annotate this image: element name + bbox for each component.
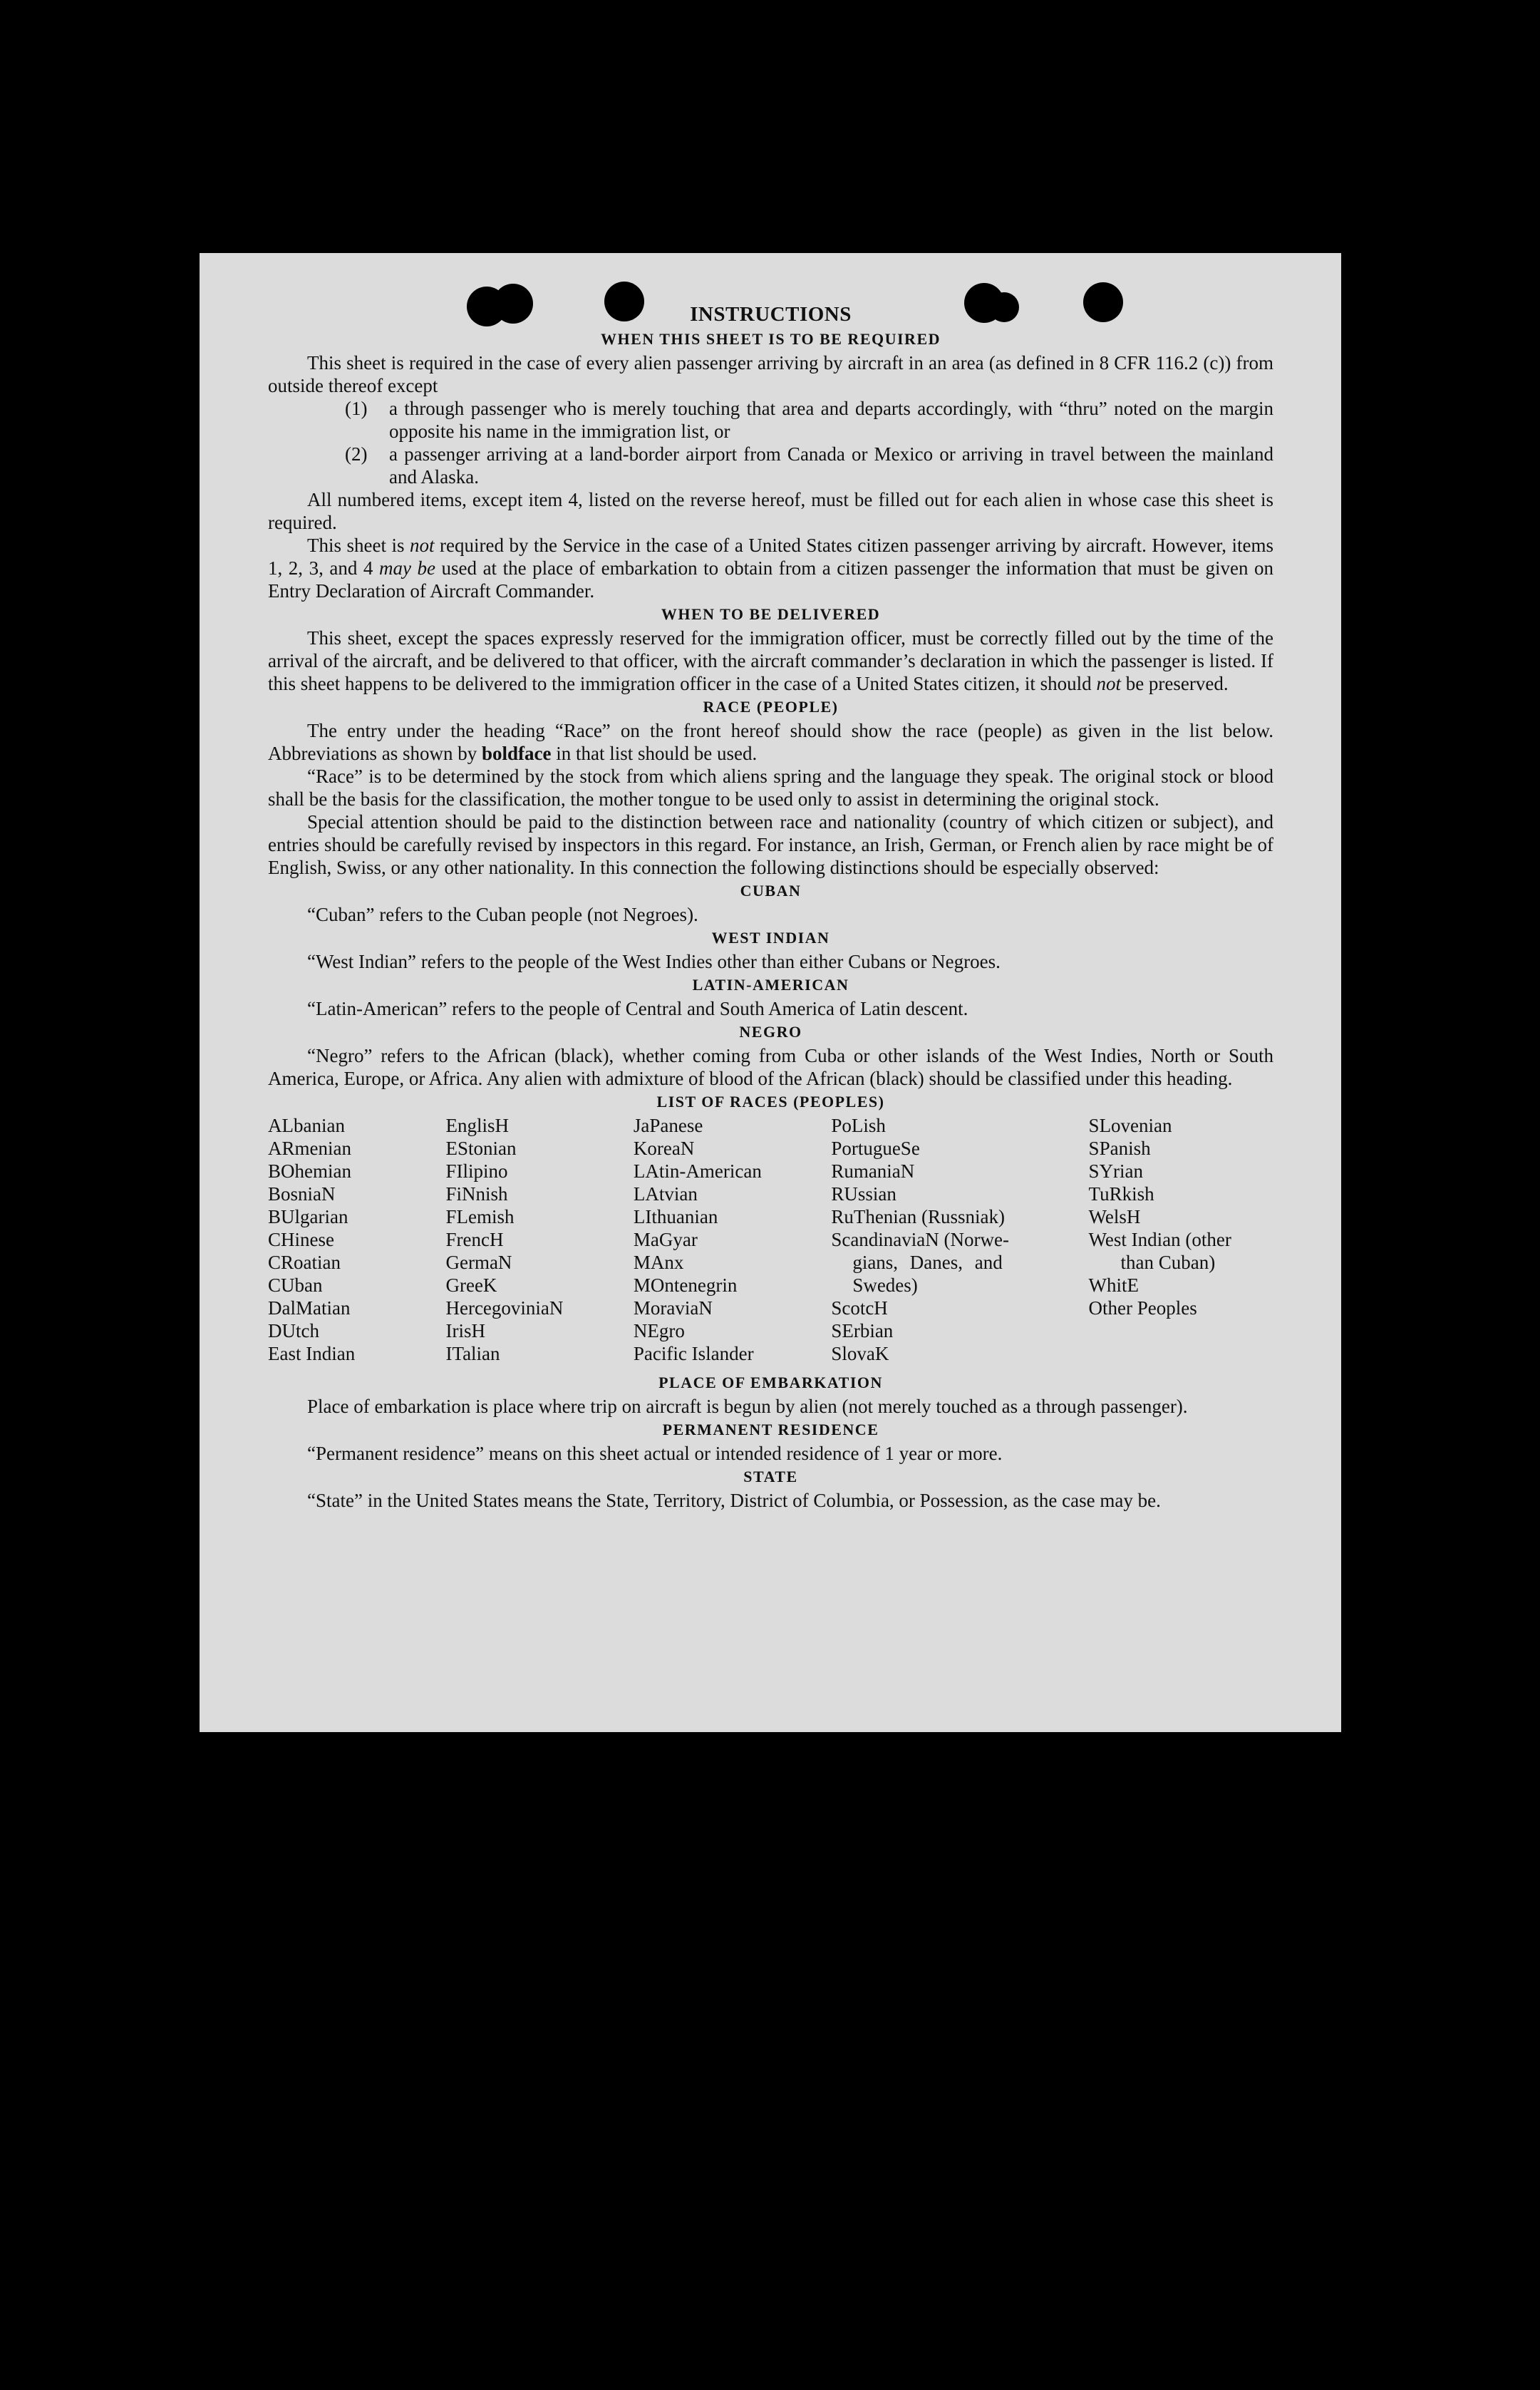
state-text: “State” in the United States means the State, Territory, District of Columbia, or Possession, as the case may be. xyxy=(307,1490,1161,1511)
race-paragraph: Special attention should be paid to the distinction between race and nationality (country of which citizen or subject), and entries should be carefully revised by inspectors in this regard. For instance, an Irish, German, or French alien by race might be of English, Swiss, or any other nationality. In this connection the following distinctions should be especially observed: xyxy=(268,811,1273,878)
race-entry: LAtvian xyxy=(633,1183,698,1205)
exception-text: a through passenger who is merely touching that area and departs accordingly, with “thru” noted on the margin opposite his name in the immigration list, or xyxy=(389,398,1273,442)
race-entry: SlovaK xyxy=(831,1343,889,1364)
race-entry: PortugueSe xyxy=(831,1138,920,1159)
citizen-paragraph: This sheet is not required by the Service in the case of a United States citizen passenger arriving by aircraft. However, items 1, 2, 3, and 4 may be used at the place of embarkation to obtain from a citizen passenger the information that must be given on Entry Declaration of Aircraft Commander. xyxy=(268,535,1273,602)
race-entry: EnglisH xyxy=(445,1115,509,1136)
race-entry: EStonian xyxy=(445,1138,517,1159)
exception-text: a passenger arriving at a land-border airport from Canada or Mexico or arriving in travel between the mainland and Alaska. xyxy=(389,443,1273,488)
race-entry: PoLish xyxy=(831,1115,886,1136)
race-entry: GermaN xyxy=(445,1252,512,1273)
race-entry: GreeK xyxy=(445,1274,497,1296)
race-entry: CHinese xyxy=(268,1229,334,1250)
race-entry: ALbanian xyxy=(268,1115,345,1136)
numbered-items-paragraph: All numbered items, except item 4, listed on the reverse hereof, must be filled out for each alien in whose case this sheet is required. xyxy=(268,489,1273,533)
race-entry: TuRkish xyxy=(1088,1183,1154,1205)
races-list-heading: LIST OF RACES (PEOPLES) xyxy=(656,1093,885,1111)
race-entry: NEgro xyxy=(633,1320,685,1341)
race-entry: MaGyar xyxy=(633,1229,698,1250)
exception-number: (2) xyxy=(345,443,368,465)
race-entry: MoraviaN xyxy=(633,1297,713,1319)
race-entry: BOhemian xyxy=(268,1160,351,1182)
race-entry: SLovenian xyxy=(1088,1115,1172,1136)
race-entry: West Indian (other xyxy=(1088,1229,1231,1250)
latin-american-heading: LATIN-AMERICAN xyxy=(692,976,849,994)
state-heading: STATE xyxy=(743,1468,798,1485)
embarkation-text: Place of embarkation is place where trip on aircraft is begun by alien (not merely touched as a through passenger). xyxy=(307,1396,1188,1417)
instruction-sheet xyxy=(200,253,1341,1732)
punch-hole xyxy=(1083,282,1123,322)
race-entry: MAnx xyxy=(633,1252,684,1273)
race-entry: FLemish xyxy=(445,1206,515,1227)
race-entry: DalMatian xyxy=(268,1297,351,1319)
race-entry: East Indian xyxy=(268,1343,356,1364)
page-title: INSTRUCTIONS xyxy=(690,303,852,326)
when-delivered-text: This sheet, except the spaces expressly reserved for the immigration officer, must be correctly filled out by the time of the arrival of the aircraft, and be delivered to that officer, with the aircraft commander’s declaration in which the passenger is listed. If this sheet happens to be delivered to the immigration officer in the case of a United States citizen, it should not be preserved. xyxy=(268,627,1273,694)
race-entry: ARmenian xyxy=(268,1138,351,1159)
race-entry: Pacific Islander xyxy=(633,1343,754,1364)
race-entry: SPanish xyxy=(1088,1138,1151,1159)
race-entry: gians, Danes, and xyxy=(852,1252,1003,1273)
race-entry: DUtch xyxy=(268,1320,319,1341)
race-entry: FiNnish xyxy=(445,1183,508,1205)
race-entry: KoreaN xyxy=(633,1138,695,1159)
race-entry: than Cuban) xyxy=(1120,1252,1216,1273)
punch-hole xyxy=(989,292,1019,322)
permanent-residence-text: “Permanent residence” means on this sheet actual or intended residence of 1 year or more. xyxy=(307,1443,1003,1464)
race-entry: RumaniaN xyxy=(831,1160,915,1182)
races-column xyxy=(445,1114,633,1365)
exception-item xyxy=(268,397,1273,443)
punch-hole xyxy=(493,284,533,324)
race-entry: BosniaN xyxy=(268,1183,336,1205)
race-entry: BUlgarian xyxy=(268,1206,348,1227)
race-entry: MOntenegrin xyxy=(633,1274,738,1296)
race-entry: WhitE xyxy=(1088,1274,1140,1296)
race-entry: FrencH xyxy=(445,1229,504,1250)
negro-heading: NEGRO xyxy=(739,1023,802,1041)
exception-number: (1) xyxy=(345,398,368,419)
races-column xyxy=(831,1114,1088,1365)
cuban-text: “Cuban” refers to the Cuban people (not Negroes). xyxy=(307,904,698,925)
permanent-residence-heading: PERMANENT RESIDENCE xyxy=(662,1421,879,1438)
race-entry: RuThenian (Russniak) xyxy=(831,1206,1006,1227)
negro-text: “Negro” refers to the African (black), whether coming from Cuba or other islands of the West Indies, North or South America, Europe, or Africa. Any alien with admixture of blood of the African (black) should be classified under this heading. xyxy=(268,1045,1273,1089)
race-entry: ITalian xyxy=(445,1343,500,1364)
races-column xyxy=(1089,1114,1273,1365)
race-entry: ScotcH xyxy=(831,1297,888,1319)
race-entry: SErbian xyxy=(831,1320,894,1341)
race-entry: WelsH xyxy=(1088,1206,1141,1227)
embarkation-heading: PLACE OF EMBARKATION xyxy=(658,1374,883,1391)
race-heading: RACE (PEOPLE) xyxy=(703,698,839,716)
races-column xyxy=(268,1114,445,1365)
latin-american-text: “Latin-American” refers to the people of Central and South America of Latin descent. xyxy=(307,998,968,1019)
race-entry: LIthuanian xyxy=(633,1206,718,1227)
races-list xyxy=(268,1114,1273,1365)
race-entry: HercegoviniaN xyxy=(445,1297,564,1319)
race-entry: Other Peoples xyxy=(1088,1297,1197,1319)
race-entry: LAtin-American xyxy=(633,1160,762,1182)
when-delivered-heading: WHEN TO BE DELIVERED xyxy=(661,605,881,623)
race-paragraph: The entry under the heading “Race” on the front hereof should show the race (people) as given in the list below. Abbreviations as shown by boldface in that list should be used. xyxy=(268,720,1273,764)
race-entry: CRoatian xyxy=(268,1252,341,1273)
west-indian-heading: WEST INDIAN xyxy=(711,929,830,947)
cuban-heading: CUBAN xyxy=(740,882,802,900)
race-entry: FIlipino xyxy=(445,1160,508,1182)
when-required-intro: This sheet is required in the case of every alien passenger arriving by aircraft in an area (as defined in 8 CFR 116.2 (c)) from outside thereof except xyxy=(268,352,1273,396)
race-entry: RUssian xyxy=(831,1183,896,1205)
race-entry: SYrian xyxy=(1088,1160,1144,1182)
races-column xyxy=(634,1114,831,1365)
race-entry: IrisH xyxy=(445,1320,485,1341)
punch-hole xyxy=(604,282,644,321)
race-entry: CUban xyxy=(268,1274,323,1296)
race-paragraph: “Race” is to be determined by the stock from which aliens spring and the language they speak. The original stock or blood shall be the basis for the classification, the mother tongue to be used only to assist in determining the original stock. xyxy=(268,766,1273,810)
race-entry: Swedes) xyxy=(852,1274,918,1296)
race-entry: ScandinaviaN (Norwe- xyxy=(831,1229,1009,1250)
race-entry: JaPanese xyxy=(633,1115,703,1136)
when-required-heading: WHEN THIS SHEET IS TO BE REQUIRED xyxy=(600,330,941,348)
exception-item xyxy=(268,443,1273,488)
west-indian-text: “West Indian” refers to the people of the West Indies other than either Cubans or Negroes. xyxy=(307,951,1001,972)
